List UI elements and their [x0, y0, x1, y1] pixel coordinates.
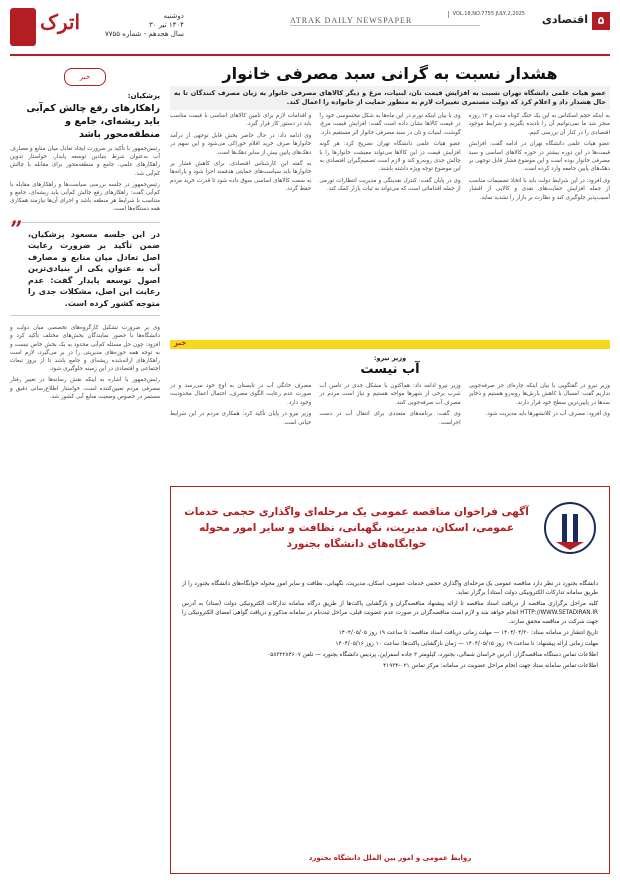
- paragraph: رئیس‌جمهور با تأکید بر ضرورت ایجاد تعادل میان منابع و مصارف آب به‌عنوان شرط بنیادین توسعه پایدار، خواستار تدوین راهکارهای علمی، جامع و منطقه‌محور برای مقابله با چالش کم‌آبی شد.: [10, 146, 160, 177]
- news-title: آب نیست: [360, 362, 420, 377]
- news-badge: خبر: [64, 68, 106, 86]
- page-header: [10, 8, 610, 56]
- news-kicker: وزیر نیرو:: [373, 354, 407, 362]
- paragraph: اطلاعات تماس دستگاه مناقصه‌گزار: آدرس خراسان شمالی، بجنورد، کیلومتر ۳ جاده اسفراین، پردیس دانشگاه بجنورد — تلفن ۰۵۸۳۲۲۸۴۶۰۷: [267, 652, 598, 658]
- paragraph: وی افزود: در این شرایط دولت باید با اتخاذ تصمیمات مناسب از جمله افزایش حمایت‌های نقدی و کالایی از اقشار آسیب‌پذیر جلوگیری کند و نظارت بر بازار را تشدید نماید.: [468, 177, 610, 201]
- paragraph: وی افزود: مصرف آب در کلانشهرها باید مدیریت شود.: [485, 411, 610, 418]
- main-article-body: [170, 112, 610, 340]
- main-headline: هشدار نسبت به گرانی سبد مصرفی خانوار: [222, 64, 558, 83]
- paragraph: وی ادامه داد: در حال حاضر بخش قابل توجهی از درآمد خانوارها صرف خرید اقلام خوراکی می‌شود و این سهم در دهک‌های پایین بیش از سایر دهک‌ها است.: [170, 132, 312, 156]
- paragraph: به اینکه حجم اسکناس به این یک جنگ کوتاه مدت و ۱۲ روزه منجر شد ما نمی‌توانیم آن را نادیده بگیریم و شرایط موجود اقتصادی را در کنار آن بررسی کنیم.: [468, 113, 610, 136]
- quote-icon: ”: [10, 216, 23, 243]
- sidebar-kicker: پزشکیان:: [127, 92, 160, 100]
- paragraph: دانشگاه بجنورد در نظر دارد مناقصه عمومی یک مرحله‌ای واگذاری حجمی خدمات عمومی، اسکان، مدیریت، نگهبانی، نظافت و سایر امور محوله خوابگاه‌های دانشگاه بجنورد را از طریق سامانه تدارکات الکترونیکی دولت (ستاد) برگزار نماید.: [182, 581, 598, 596]
- tender-advertisement: [170, 486, 610, 874]
- article-column: [170, 112, 311, 340]
- sidebar-body: [10, 145, 160, 214]
- pull-quote-text: در این جلسه مسعود پزشکیان، ضمن تأکید بر ضرورت رعایت اصل تعادل میان منابع و مصارف آب به عنوان یکی از بنیادی‌ترین اصول توسعه پایدار گفت: عدم رعایت این اصل، مشکلات جدی را متوجه کشور کرده است.: [28, 229, 160, 308]
- ad-body: [182, 580, 598, 673]
- paragraph: رئیس‌جمهور با اشاره به اینکه نقش رسانه‌ها در تغییر رفتار مصرفی مردم تعیین‌کننده است، خواستار اطلاع‌رسانی دقیق و مستمر در خصوص وضعیت منابع آبی کشور شد.: [10, 377, 160, 400]
- paragraph: اطلاعات تماس سامانه ستاد جهت انجام مراحل عضویت در سامانه: مرکز تماس ۰۲۱-۴۱۹۳۴: [383, 663, 598, 669]
- paragraph: وزیر نیرو در گفتگویی با بیان اینکه چاره‌ای جز صرفه‌جویی نداریم گفت: امسال با کاهش بارش‌ها روبه‌رو هستیم و ذخایر سدها در پایین‌ترین سطح خود قرار دارند.: [468, 383, 610, 406]
- pull-quote: [10, 216, 160, 317]
- article-column: [469, 112, 610, 340]
- paragraph: عضو هیات علمی دانشگاه تهران تصریح کرد: هر گونه افزایش قیمت در این کالاها می‌تواند معیشت خانوارها را با چالش جدی روبه‌رو کند و لازم است تصمیم‌گیران اقتصادی به این موضوع توجه ویژه داشته باشند.: [319, 141, 461, 173]
- ad-frame: [174, 490, 606, 870]
- paragraph: رئیس‌جمهور در جلسه بررسی سیاست‌ها و راهکارهای مقابله با کم‌آبی گفت: راهکارهای رفع چالش کم‌آبی باید ریشه‌ای، جامع و متناسب با شرایط هر منطقه باشد و اجرای آن‌ها نیازمند همکاری همه دستگاه‌ها است.: [10, 181, 160, 213]
- paragraph: وی بر ضرورت تشکیل کارگروه‌های تخصصی میان دولت و دانشگاه‌ها با حضور نمایندگان بخش‌های مختلف تأکید کرد و افزود: چون حل مسئله کم‌آبی محدود به یک بخش خاص نیست و به توجه همه حوزه‌های مدیریتی را در بر می‌گیرد، لازم است راهکارهای ارائه‌شده ریشه‌ای و جامع باشد تا از بروز تبعات اجتماعی و اقتصادی در این زمینه جلوگیری شود.: [10, 325, 160, 373]
- news-strip: [170, 340, 610, 349]
- paragraph: وی با بیان اینکه تورم در این ماه‌ها به شکل محسوسی خود را در قیمت کالاها نشان داده است گفت: افزایش قیمت مرغ، گوشت، لبنیات و نان در سبد مصرفی خانوار اثر مستقیم دارد.: [319, 113, 461, 136]
- date-value: ۱۴۰۴ تیر ۳۰: [148, 21, 184, 29]
- paragraph: وزیر نیرو در پایان تأکید کرد: همکاری مردم در این شرایط حیاتی است.: [170, 411, 312, 426]
- article-column: [319, 382, 460, 480]
- issue-number: سال هجدهم - شماره ۷۷۵۵: [105, 30, 184, 38]
- paragraph: وی در پایان گفت: کنترل نقدینگی و مدیریت انتظارات تورمی از جمله اقداماتی است که می‌تواند به ثبات بازار کمک کند.: [319, 177, 461, 193]
- main-lead: عضو هیات علمی دانشگاه تهران نسبت به افزایش قیمت نان، لبنیات، مرغ و دیگر کالاهای مصرفی خانوار به زیان مصرف کنندگان تا به حال هشدار داد و اعلام کرد که دولت مستمری تغییرات لازم به منظور حمایت از خانواده را اعمال کند.: [170, 86, 610, 110]
- paragraph: عضو هیات علمی دانشگاه تهران در ادامه گفت: افزایش قیمت‌ها در این دوره بیشتر در حوزه کالاهای اساسی و سبد مصرفی خانوار بوده است و این موضوع فشار قابل توجهی بر دهک‌های پایین جامعه وارد کرده است.: [468, 141, 610, 173]
- sidebar-article: [10, 64, 160, 874]
- news-body: [170, 382, 610, 480]
- logo-text: اترک: [40, 10, 81, 34]
- paragraph: مهلت زمانی ارائه پیشنهاد: تا ساعت ۱۹ روز ۱۴۰۴/۰۵/۱۵ — زمان بازگشایی پاکت‌ها: ساعت ۱۰ روز ۱۴۰۴/۰۵/۱۶: [335, 641, 598, 647]
- article-column: [170, 382, 311, 480]
- sidebar-body-continued: [10, 324, 160, 401]
- university-emblem-icon: [542, 500, 598, 562]
- paragraph: وی گفت: برنامه‌های متعددی برای انتقال آب در دست اجراست.: [319, 411, 461, 426]
- page-number: ۵: [592, 12, 610, 30]
- paragraph: مصرف خانگی آب در تابستان به اوج خود می‌رسد و در صورت عدم رعایت الگوی مصرف، احتمال اعمال محدودیت وجود دارد.: [170, 383, 312, 406]
- article-column: [469, 382, 610, 480]
- volume-label: VOL.18,NO.7755 JULY,2,2025: [448, 11, 525, 18]
- paragraph: و اقدامات لازم برای تامین کالاهای اساسی با قیمت مناسب باید در دستور کار قرار گیرد.: [170, 113, 312, 128]
- ad-footer: روابط عمومی و امور بین الملل دانشگاه بجنورد: [308, 854, 472, 862]
- section-title: اقتصادی: [541, 13, 588, 26]
- ad-title: آگهی فراخوان مناقصه عمومی یک مرحله‌ای واگذاری حجمی خدمات عمومی، اسکان، مدیریت، نگهبانی، نظافت و سایر امور محوله خوابگاه‌های دانشگاه بجنورد: [184, 506, 529, 550]
- logo-icon: [10, 8, 36, 46]
- paragraph: به گفته این کارشناس اقتصادی، برای کاهش فشار بر خانوارها باید سیاست‌های حمایتی هدفمند اجرا شود و یارانه‌ها به سمت کالاهای اساسی سوق داده شود تا قدرت خرید مردم حفظ گردد.: [170, 161, 312, 193]
- sidebar-title: راهکارهای رفع چالش کم‌آبی باید ریشه‌ای، جامع و منطقه‌محور باشد: [26, 103, 160, 140]
- paragraph: تاریخ انتشار در سامانه ستاد: ۱۴۰۴/۰۴/۳۰ — مهلت زمانی دریافت اسناد مناقصه: تا ساعت ۱۹ روز ۱۴۰۴/۰۵/۰۵: [338, 630, 598, 636]
- daily-name: ATRAK DAILY NEWSPAPER: [290, 16, 480, 26]
- date-day: دوشنبه: [163, 12, 184, 20]
- strip-label: خبر: [174, 339, 187, 347]
- paragraph: وزیر نیرو ادامه داد: هم‌اکنون با مشکل جدی در تأمین آب شرب برخی از شهرها مواجه هستیم و نیاز است مردم در مصرف آب صرفه‌جویی کنند.: [319, 383, 461, 406]
- paragraph: کلیه مراحل برگزاری مناقصه از دریافت اسناد مناقصه تا ارائه پیشنهاد مناقصه‌گران و بازگشایی پاکت‌ها از طریق درگاه سامانه تدارکات الکترونیکی دولت (ستاد) به آدرس HTTP://WWW.SETADIRAN.IR انجام خواهد شد و لازم است مناقصه‌گران در صورت عدم عضویت قبلی، مراحل ثبت‌نام در سامانه مذکور و دریافت گواهی امضای الکترونیکی را جهت شرکت در مناقصه محقق سازند.: [182, 601, 598, 625]
- article-column: [319, 112, 460, 340]
- date-line: [105, 12, 184, 39]
